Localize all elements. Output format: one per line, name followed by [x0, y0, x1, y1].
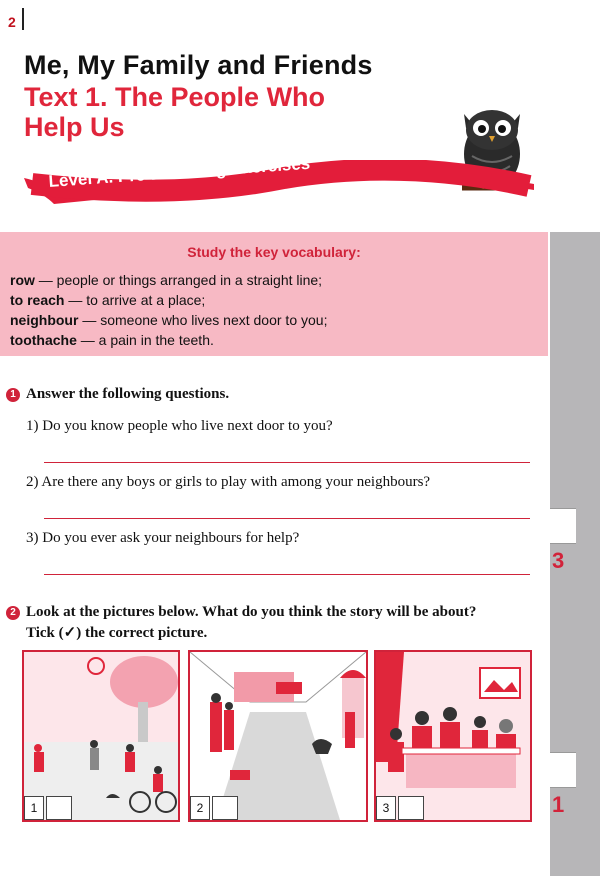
question-2: 2) Are there any boys or girls to play with among your neighbours?	[26, 474, 431, 490]
vocabulary-term: toothache	[10, 332, 77, 348]
side-tab-1: 1	[552, 792, 565, 817]
answer-line[interactable]	[44, 462, 530, 463]
vocabulary-term: row	[10, 272, 35, 288]
page-number-divider	[22, 8, 24, 30]
page-title: Me, My Family and Friends	[24, 50, 373, 80]
vocabulary-term: to reach	[10, 292, 65, 308]
exercise-number-badge: 2	[6, 606, 20, 620]
banner-label: Level A. Pre-Listening Exercises	[48, 153, 311, 191]
question-1: 1) Do you know people who live next door to you?	[26, 418, 333, 434]
exercise-1-heading	[6, 384, 229, 404]
text-title: Text 1. The People Who Help Us	[24, 82, 326, 142]
vocabulary-term: neighbour	[10, 312, 79, 328]
street-with-houses-picture	[190, 652, 366, 820]
question-3: 3) Do you ever ask your neighbours for help?	[26, 530, 300, 546]
picture-1[interactable]	[22, 650, 180, 822]
exercise-2-instruction: Look at the pictures below. What do you think the story will be about?	[26, 604, 477, 620]
exercise-2-heading	[6, 602, 476, 622]
picture-2[interactable]	[188, 650, 368, 822]
vocabulary-definition: — people or things arranged in a straight line;	[34, 272, 323, 288]
vocabulary-definition: — someone who lives next door to you;	[78, 312, 328, 328]
picture-label	[376, 796, 430, 820]
picture-label	[190, 796, 244, 820]
vocabulary-item	[10, 292, 205, 308]
side-tab-box	[550, 508, 576, 544]
picture-3[interactable]	[374, 650, 532, 822]
side-tab-3: 3	[552, 548, 565, 573]
family-at-table-picture	[376, 652, 530, 820]
tick-box[interactable]	[46, 796, 72, 820]
vocabulary-definition: — to arrive at a place;	[64, 292, 206, 308]
exercise-1-instruction: Answer the following questions.	[26, 386, 230, 402]
answer-line[interactable]	[44, 574, 530, 575]
answer-line[interactable]	[44, 518, 530, 519]
picture-number: 2	[190, 796, 210, 820]
picture-number: 1	[24, 796, 44, 820]
children-playing-outdoors-picture	[24, 652, 178, 820]
picture-number: 3	[376, 796, 396, 820]
picture-label	[24, 796, 78, 820]
vocabulary-item	[10, 312, 327, 328]
tick-box[interactable]	[212, 796, 238, 820]
vocabulary-definition: — a pain in the teeth.	[76, 332, 214, 348]
tick-box[interactable]	[398, 796, 424, 820]
vocabulary-heading: Study the key vocabulary:	[187, 244, 361, 260]
exercise-2-instruction-tick: Tick (✓) the correct picture.	[26, 625, 208, 641]
exercise-number-badge: 1	[6, 388, 20, 402]
vocabulary-item	[10, 332, 214, 348]
page-number: 2	[8, 14, 16, 30]
side-tab-box	[550, 752, 576, 788]
vocabulary-item	[10, 272, 322, 288]
